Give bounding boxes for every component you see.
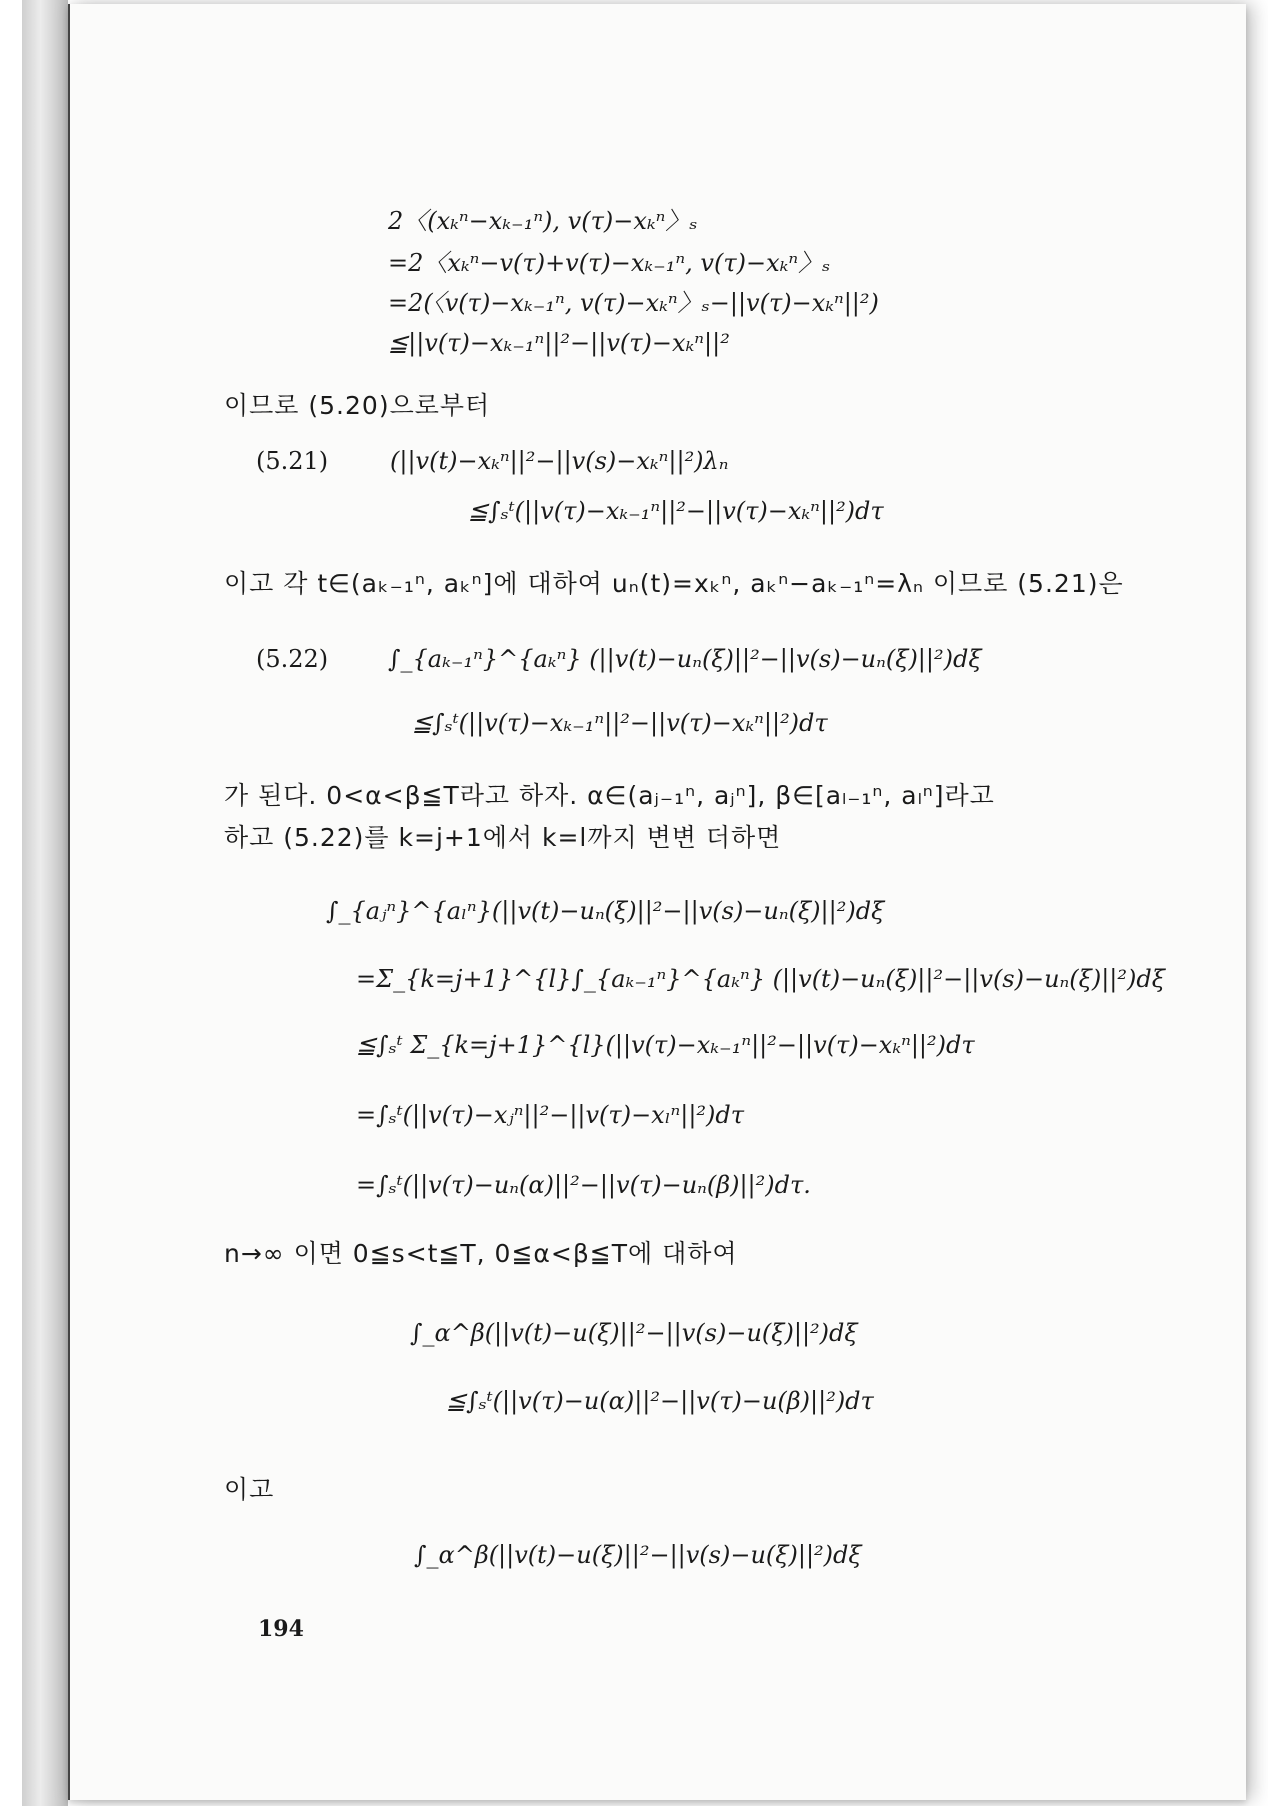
- equation-line: =Σ_{k=j+1}^{l}∫_{aₖ₋₁ⁿ}^{aₖⁿ} (||v(t)−uₙ(ξ)||²−||v(s)−uₙ(ξ)||²)dξ: [356, 965, 1165, 993]
- equation-label: (5.22): [256, 645, 329, 673]
- page-number: 194: [258, 1616, 304, 1642]
- equation-line: =∫ₛᵗ(||v(τ)−uₙ(α)||²−||v(τ)−uₙ(β)||²)dτ.: [356, 1171, 811, 1199]
- equation-line: ≦∫ₛᵗ(||v(τ)−u(α)||²−||v(τ)−u(β)||²)dτ: [446, 1387, 874, 1415]
- paragraph-text: n→∞ 이면 0≦s<t≦T, 0≦α<β≦T에 대하여: [224, 1239, 738, 1268]
- equation-line: 2〈(xₖⁿ−xₖ₋₁ⁿ), v(τ)−xₖⁿ〉ₛ: [388, 207, 698, 235]
- equation-line: =2(〈v(τ)−xₖ₋₁ⁿ, v(τ)−xₖⁿ〉ₛ−||v(τ)−xₖⁿ||²): [388, 289, 879, 317]
- equation-line: (||v(t)−xₖⁿ||²−||v(s)−xₖⁿ||²)λₙ: [390, 447, 729, 475]
- equation-line: =2〈xₖⁿ−v(τ)+v(τ)−xₖ₋₁ⁿ, v(τ)−xₖⁿ〉ₛ: [388, 249, 831, 277]
- equation-line: ∫_α^β(||v(t)−u(ξ)||²−||v(s)−u(ξ)||²)dξ: [414, 1541, 862, 1569]
- paragraph-text: 가 된다. 0<α<β≦T라고 하자. α∈(aⱼ₋₁ⁿ, aⱼⁿ], β∈[aₗ₋₁ⁿ, aₗⁿ]라고: [224, 781, 995, 810]
- equation-line: ∫_{aⱼⁿ}^{aₗⁿ}(||v(t)−uₙ(ξ)||²−||v(s)−uₙ(ξ)||²)dξ: [326, 897, 885, 925]
- paragraph-text: 하고 (5.22)를 k=j+1에서 k=l까지 변변 더하면: [224, 823, 782, 852]
- equation-line: ∫_{aₖ₋₁ⁿ}^{aₖⁿ} (||v(t)−uₙ(ξ)||²−||v(s)−uₙ(ξ)||²)dξ: [388, 645, 982, 673]
- paragraph-text: 이고 각 t∈(aₖ₋₁ⁿ, aₖⁿ]에 대하여 uₙ(t)=xₖⁿ, aₖⁿ−aₖ₋₁ⁿ=λₙ 이므로 (5.21)은: [224, 569, 1124, 598]
- paragraph-text: 이고: [224, 1475, 275, 1504]
- equation-line: ≦||v(τ)−xₖ₋₁ⁿ||²−||v(τ)−xₖⁿ||²: [388, 329, 730, 357]
- equation-line: =∫ₛᵗ(||v(τ)−xⱼⁿ||²−||v(τ)−xₗⁿ||²)dτ: [356, 1101, 745, 1129]
- equation-line: ≦∫ₛᵗ(||v(τ)−xₖ₋₁ⁿ||²−||v(τ)−xₖⁿ||²)dτ: [412, 709, 828, 737]
- equation-label: (5.21): [256, 447, 329, 475]
- book-spine: [22, 0, 68, 1806]
- equation-line: ∫_α^β(||v(t)−u(ξ)||²−||v(s)−u(ξ)||²)dξ: [410, 1319, 858, 1347]
- equation-line: ≦∫ₛᵗ Σ_{k=j+1}^{l}(||v(τ)−xₖ₋₁ⁿ||²−||v(τ)−xₖⁿ||²)dτ: [356, 1031, 975, 1059]
- paragraph-text: 이므로 (5.20)으로부터: [224, 391, 491, 420]
- equation-line: ≦∫ₛᵗ(||v(τ)−xₖ₋₁ⁿ||²−||v(τ)−xₖⁿ||²)dτ: [468, 497, 884, 525]
